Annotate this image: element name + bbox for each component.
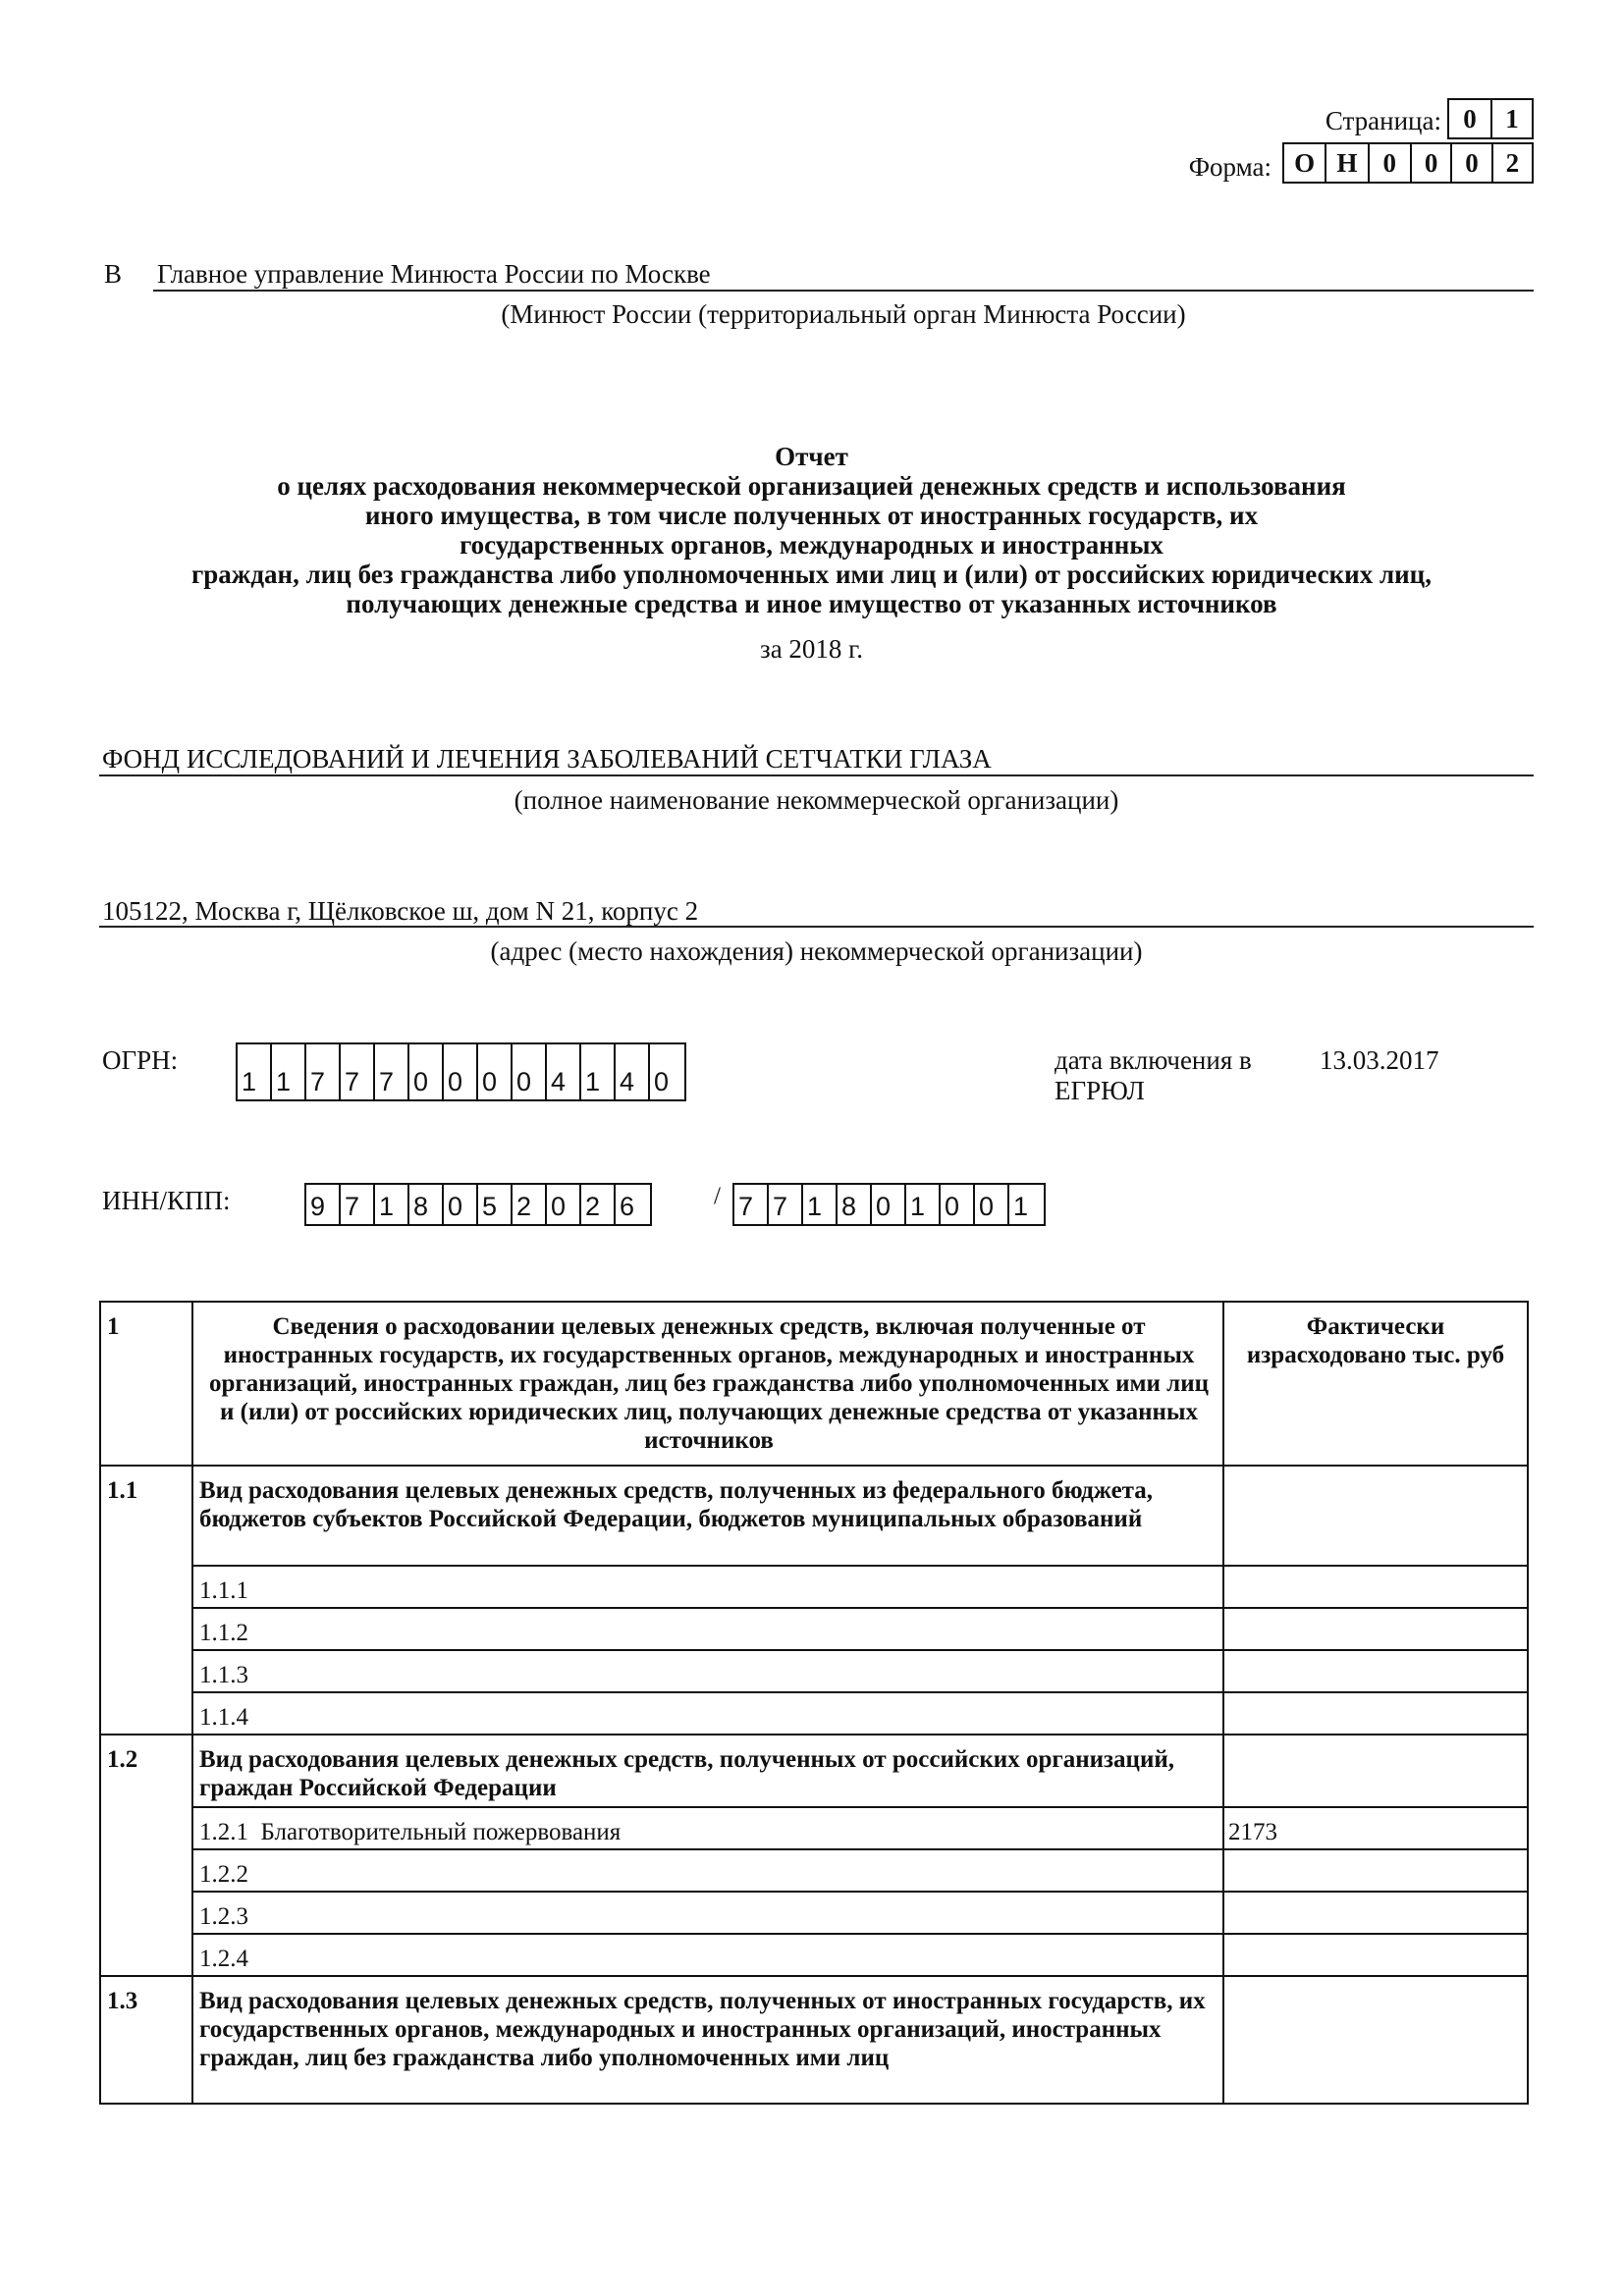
- ogrn-digits: [236, 1042, 686, 1101]
- row-desc-cell: [192, 1934, 1223, 1976]
- inn-digit: 8: [409, 1185, 444, 1224]
- row-text: Благотворительный пожервования: [260, 1819, 622, 1845]
- row-code: 1.2.2: [199, 1861, 248, 1888]
- kpp-digit: 1: [803, 1185, 838, 1224]
- organization-name-underline: [99, 774, 1534, 776]
- ogrn-digit: 7: [306, 1044, 341, 1099]
- row-code: 1.2.4: [199, 1946, 248, 1972]
- row-code: 1.2.1: [199, 1819, 248, 1845]
- inn-digit: 0: [547, 1185, 581, 1224]
- ogrn-date-label: дата включения в: [1055, 1045, 1252, 1075]
- form-char: О: [1284, 144, 1326, 182]
- ogrn-digit: 1: [238, 1044, 272, 1099]
- row-desc-cell: [192, 1849, 1223, 1892]
- form-char: 2: [1505, 147, 1520, 178]
- kpp-digit: 0: [872, 1185, 906, 1224]
- ogrn-label: ОГРН:: [102, 1045, 179, 1075]
- ogrn-digit: 7: [341, 1044, 375, 1099]
- row-code: 1.1.3: [199, 1662, 248, 1688]
- form-label: Форма:: [1188, 152, 1271, 182]
- section-amount-cell: [1223, 1735, 1528, 1807]
- page-label: Страница:: [1325, 106, 1441, 135]
- section-amount-cell: [1223, 1976, 1528, 2104]
- inn-digit: 2: [581, 1185, 616, 1224]
- row-desc-cell: [192, 1608, 1223, 1650]
- header-amount-cell: Фактически израсходовано тыс. руб: [1223, 1302, 1528, 1466]
- page-digit: 1: [1505, 103, 1519, 133]
- title-line: о целях расходования некоммерческой организацией денежных средств и использования: [277, 471, 1346, 501]
- ogrn-digit: 4: [616, 1044, 650, 1099]
- expenditure-table: [99, 1301, 1529, 2105]
- section-title-cell: Вид расходования целевых денежных средств, полученных от российских организаций, граждан Российской Федерации: [192, 1735, 1223, 1807]
- table-row: [100, 1692, 1528, 1735]
- row-desc-cell: [192, 1650, 1223, 1692]
- section-num-cell: 1.2: [100, 1735, 192, 1976]
- organization-name: ФОНД ИССЛЕДОВАНИЙ И ЛЕЧЕНИЯ ЗАБОЛЕВАНИЙ СЕТЧАТКИ ГЛАЗА: [102, 744, 992, 774]
- title-line: Отчет: [775, 442, 848, 471]
- ogrn-digit: 0: [513, 1044, 547, 1099]
- report-period: за 2018 г.: [760, 634, 863, 664]
- kpp-digit: 7: [769, 1185, 803, 1224]
- row-desc-cell: [192, 1892, 1223, 1934]
- kpp-digit: 1: [1013, 1192, 1029, 1221]
- kpp-digit: 0: [975, 1185, 1009, 1224]
- recipient-underline: [153, 290, 1534, 292]
- table-row: [100, 1807, 1528, 1849]
- section-row: [100, 1976, 1528, 2104]
- report-title: [0, 442, 1623, 618]
- table-header-row: [100, 1302, 1528, 1466]
- ogrn-digit: 1: [581, 1044, 616, 1099]
- row-amount-cell: [1223, 1892, 1528, 1934]
- row-amount-cell: [1223, 1608, 1528, 1650]
- kpp-digit: 7: [734, 1185, 769, 1224]
- recipient-caption: (Минюст России (территориальный орган Минюста России): [501, 299, 1186, 329]
- inn-digit: 9: [306, 1185, 341, 1224]
- table-row: [100, 1650, 1528, 1692]
- section-row: [100, 1735, 1528, 1807]
- title-line: иного имущества, в том числе полученных от иностранных государств, их: [364, 501, 1259, 530]
- ogrn-date-value: 13.03.2017: [1320, 1045, 1439, 1075]
- recipient-name: Главное управление Минюста России по Москве: [157, 259, 711, 289]
- row-amount-cell: [1223, 1566, 1528, 1608]
- row-desc-cell: [192, 1566, 1223, 1608]
- inn-digit: 6: [620, 1192, 635, 1221]
- row-desc-cell: [192, 1807, 1223, 1849]
- row-amount-cell: [1223, 1934, 1528, 1976]
- kpp-digit: 0: [941, 1185, 975, 1224]
- ogrn-digit: 0: [478, 1044, 513, 1099]
- inn-digits: [304, 1183, 652, 1226]
- page-number-box: [1447, 98, 1534, 139]
- ogrn-digit: 0: [409, 1044, 444, 1099]
- form-code-box: [1282, 142, 1534, 184]
- row-code: 1.1.1: [199, 1577, 248, 1604]
- organization-address-underline: [99, 926, 1534, 928]
- row-code: 1.1.2: [199, 1620, 248, 1646]
- title-line: государственных органов, международных и иностранных: [460, 530, 1163, 560]
- page-digit: 0: [1449, 100, 1492, 137]
- ogrn-digit: 4: [547, 1044, 581, 1099]
- inn-digit: 5: [478, 1185, 513, 1224]
- ogrn-digit: 7: [375, 1044, 409, 1099]
- inn-digit: 2: [513, 1185, 547, 1224]
- table-row: [100, 1892, 1528, 1934]
- section-row: [100, 1466, 1528, 1566]
- ogrn-date-label-2: ЕГРЮЛ: [1055, 1076, 1145, 1105]
- header-desc-cell: Сведения о расходовании целевых денежных средств, включая полученные от иностранных государств, их государственных органов, международных и иностранных организаций, иностранных граждан, лиц без гражданства либо уполномоченных ими лиц и (или) от российских юридических лиц, получающих денежные средства от указанных источников: [192, 1302, 1223, 1466]
- inn-kpp-label: ИНН/КПП:: [102, 1186, 231, 1215]
- inn-digit: 1: [375, 1185, 409, 1224]
- row-desc-cell: [192, 1692, 1223, 1735]
- form-char: 0: [1452, 144, 1492, 182]
- row-amount-cell: 2173: [1223, 1807, 1528, 1849]
- form-char: Н: [1326, 144, 1369, 182]
- kpp-digit: 8: [838, 1185, 872, 1224]
- table-row: [100, 1934, 1528, 1976]
- header-num-cell: 1: [100, 1302, 192, 1466]
- title-line: граждан, лиц без гражданства либо уполномоченных ими лиц и (или) от российских юридических лиц,: [191, 560, 1432, 589]
- form-char: 0: [1412, 144, 1452, 182]
- row-amount-cell: [1223, 1849, 1528, 1892]
- row-amount-cell: [1223, 1692, 1528, 1735]
- ogrn-digit: 0: [444, 1044, 478, 1099]
- row-code: 1.2.3: [199, 1903, 248, 1930]
- section-num-cell: 1.1: [100, 1466, 192, 1735]
- section-amount-cell: [1223, 1466, 1528, 1566]
- organization-name-caption: (полное наименование некоммерческой организации): [514, 785, 1119, 815]
- row-amount-cell: [1223, 1650, 1528, 1692]
- ogrn-digit: 0: [654, 1067, 670, 1096]
- kpp-digit: 1: [906, 1185, 941, 1224]
- section-num-cell: 1.3: [100, 1976, 192, 2104]
- inn-digit: 7: [341, 1185, 375, 1224]
- row-code: 1.1.4: [199, 1704, 248, 1731]
- recipient-prefix: В: [104, 259, 123, 289]
- inn-kpp-separator: /: [714, 1183, 721, 1209]
- kpp-digits: [732, 1183, 1046, 1226]
- table-row: [100, 1608, 1528, 1650]
- section-title-cell: Вид расходования целевых денежных средств, полученных от иностранных государств, их государственных органов, международных и иностранных организаций, иностранных граждан, лиц без гражданства либо уполномоченных ими лиц: [192, 1976, 1223, 2104]
- organization-address: 105122, Москва г, Щёлковское ш, дом N 21, корпус 2: [102, 896, 699, 926]
- table-row: [100, 1566, 1528, 1608]
- form-char: 0: [1370, 144, 1412, 182]
- table-row: [100, 1849, 1528, 1892]
- ogrn-digit: 1: [272, 1044, 306, 1099]
- section-title-cell: Вид расходования целевых денежных средств, полученных из федерального бюджета, бюджетов субъектов Российской Федерации, бюджетов муниципальных образований: [192, 1466, 1223, 1566]
- title-line: получающих денежные средства и иное имущество от указанных источников: [346, 589, 1277, 618]
- inn-digit: 0: [444, 1185, 478, 1224]
- organization-address-caption: (адрес (место нахождения) некоммерческой организации): [490, 936, 1143, 966]
